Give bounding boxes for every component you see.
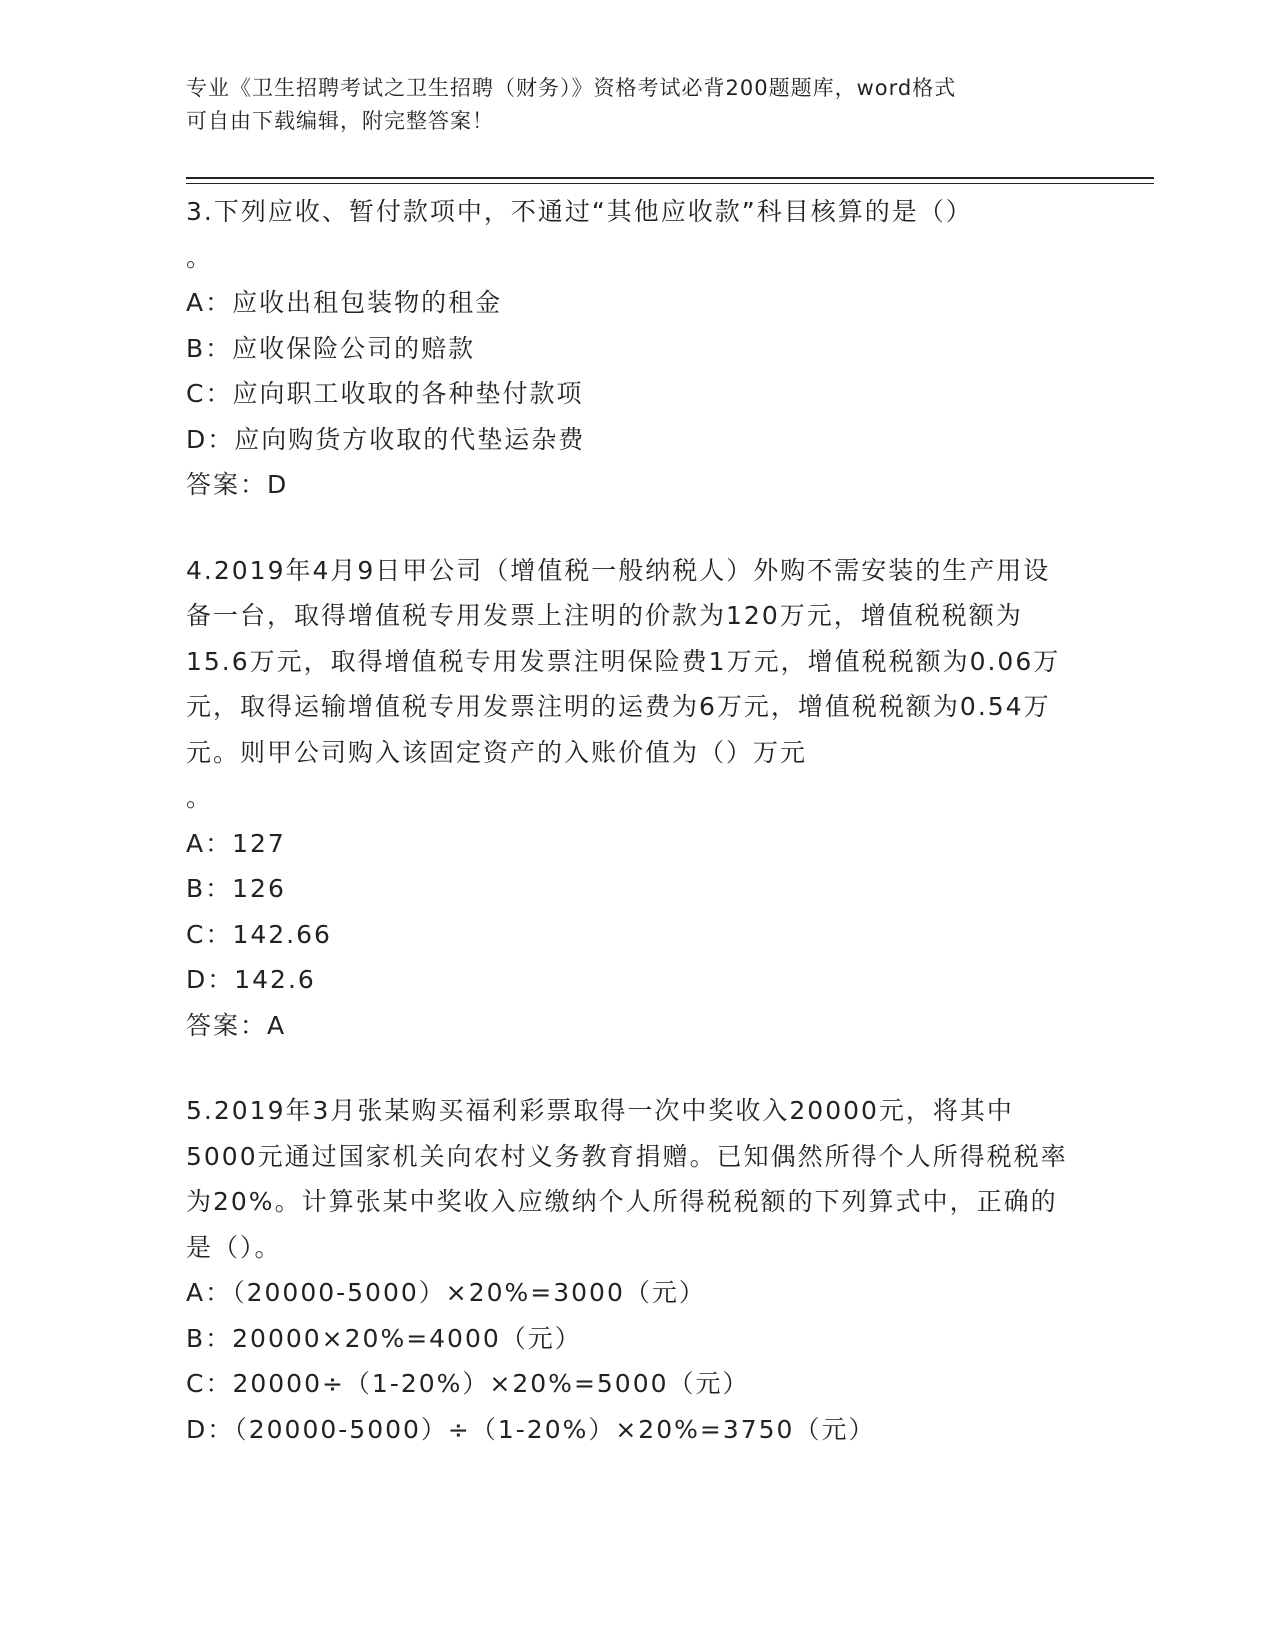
header-divider-thin <box>186 183 1154 184</box>
question-4 <box>186 548 1076 1049</box>
header-divider-thick <box>186 177 1154 179</box>
option-b: B：20000×20%=4000（元） <box>186 1323 582 1353</box>
option-d: D：142.6 <box>186 965 316 994</box>
option-d: D：（20000-5000）÷（1-20%）×20%=3750（元） <box>186 1414 876 1444</box>
header-line-2: 可自由下载编辑，附完整答案！ <box>186 109 494 133</box>
question-stem: 5.2019年3月张某购买福利彩票取得一次中奖收入20000元，将其中5000元通过国家机关向农村义务教育捐赠。已知偶然所得个人所得税税率为20%。计算张某中奖收入应缴纳个人所得税税额的下列算式中，正确的是（）。 <box>186 1096 1068 1262</box>
option-b: B：126 <box>186 874 286 903</box>
option-c: C：20000÷（1-20%）×20%=5000（元） <box>186 1369 750 1398</box>
question-stem-tail: 。 <box>186 783 214 812</box>
option-c: C：142.66 <box>186 919 332 949</box>
question-stem: 3.下列应收、暂付款项中，不通过“其他应收款”科目核算的是（） <box>186 197 973 226</box>
option-d: D：应向购货方收取的代垫运杂费 <box>186 424 586 454</box>
option-a: A：应收出租包装物的租金 <box>186 288 503 317</box>
option-b: B：应收保险公司的赔款 <box>186 333 476 363</box>
answer-label: 答案：D <box>186 470 289 499</box>
header-line-1: 专业《卫生招聘考试之卫生招聘（财务）》资格考试必背200题题库，word格式 <box>186 76 957 100</box>
option-a: A：127 <box>186 828 286 858</box>
option-c: C：应向职工收取的各种垫付款项 <box>186 379 584 408</box>
question-stem-tail: 。 <box>186 242 214 272</box>
answer-label: 答案：A <box>186 1010 287 1040</box>
document-header <box>186 72 1066 138</box>
question-5 <box>186 1088 1076 1452</box>
question-stem: 4.2019年4月9日甲公司（增值税一般纳税人）外购不需安装的生产用设备一台，取得增值税专用发票上注明的价款为120万元，增值税税额为15.6万元，取得增值税专用发票注明保险费1万元，增值税税额为0.06万元，取得运输增值税专用发票注明的运费为6万元，增值税税额为0.54万元。则甲公司购入该固定资产的入账价值为（）万元 <box>186 555 1061 767</box>
question-list <box>186 189 1076 1492</box>
option-a: A：（20000-5000）×20%=3000（元） <box>186 1278 706 1307</box>
question-3 <box>186 189 1076 508</box>
